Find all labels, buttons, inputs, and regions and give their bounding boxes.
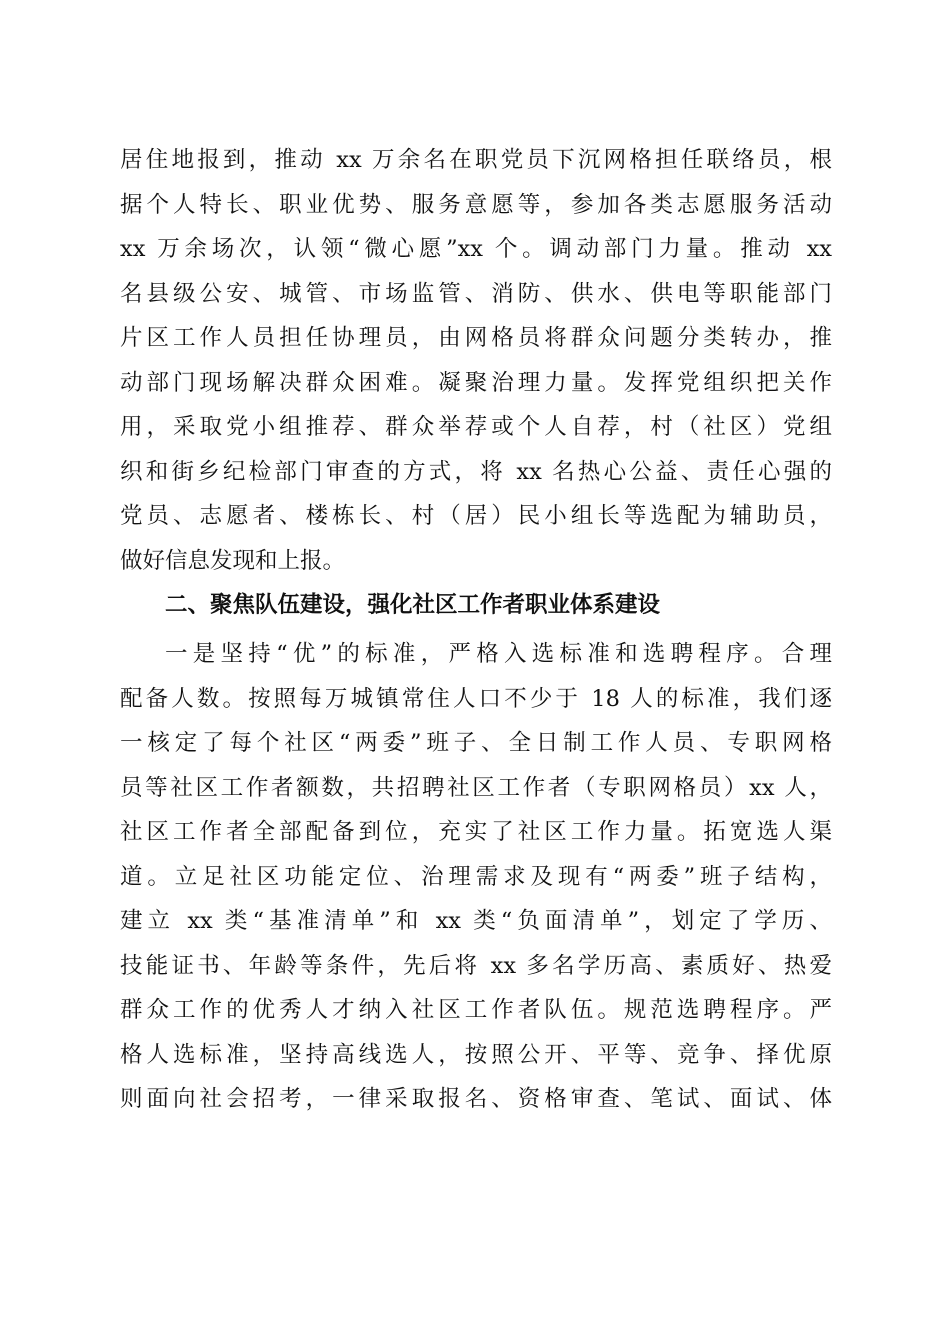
paragraph-2 xyxy=(120,632,832,1122)
paragraph-line: 做好信息发现和上报。 xyxy=(120,547,346,574)
paragraph-line: 党员、志愿者、楼栋长、村（居）民小组长等选配为辅助员， xyxy=(120,503,832,529)
paragraph-line: 一核定了每个社区“两委”班子、全日制工作人员、专职网格 xyxy=(120,730,832,756)
paragraph-line: xx 万余场次，认领“微心愿”xx 个。调动部门力量。推动 xx xyxy=(120,236,832,262)
paragraph-line: 员等社区工作者额数，共招聘社区工作者（专职网格员）xx 人， xyxy=(120,774,832,801)
paragraph-line: 配备人数。按照每万城镇常住人口不少于 18 人的标准，我们逐 xyxy=(120,685,832,712)
paragraph-line: 技能证书、年龄等条件，先后将 xx 多名学历高、素质好、热爱 xyxy=(120,952,832,979)
paragraph-line: 动部门现场解决群众困难。凝聚治理力量。发挥党组织把关作 xyxy=(120,369,832,396)
paragraph-line: 居住地报到，推动 xx 万余名在职党员下沉网格担任联络员，根 xyxy=(120,147,832,173)
paragraph-line: 道。立足社区功能定位、治理需求及现有“两委”班子结构， xyxy=(120,863,832,890)
paragraph-line: 织和街乡纪检部门审查的方式，将 xx 名热心公益、责任心强的 xyxy=(120,458,832,485)
paragraph-line: 名县级公安、城管、市场监管、消防、供水、供电等职能部门 xyxy=(120,280,832,307)
paragraph-line: 群众工作的优秀人才纳入社区工作者队伍。规范选聘程序。严 xyxy=(120,997,832,1023)
paragraph-line: 社区工作者全部配备到位，充实了社区工作力量。拓宽选人渠 xyxy=(120,819,832,845)
paragraph-line: 则面向社会招考，一律采取报名、资格审查、笔试、面试、体 xyxy=(120,1086,832,1112)
paragraph-line: 格人选标准，坚持高线选人，按照公开、平等、竞争、择优原 xyxy=(120,1041,832,1068)
paragraph-line: 片区工作人员担任协理员，由网格员将群众问题分类转办，推 xyxy=(120,325,832,351)
paragraph-1 xyxy=(120,138,832,583)
section-heading-block xyxy=(120,583,832,628)
paragraph-line: 一是坚持“优”的标准，严格入选标准和选聘程序。合理 xyxy=(165,641,832,667)
paragraph-line: 据个人特长、职业优势、服务意愿等，参加各类志愿服务活动 xyxy=(120,191,832,218)
section-heading: 二、聚焦队伍建设，强化社区工作者职业体系建设 xyxy=(165,592,661,618)
paragraph-line: 建立 xx 类“基准清单”和 xx 类“负面清单”，划定了学历、 xyxy=(120,908,832,934)
paragraph-line: 用，采取党小组推荐、群众举荐或个人自荐，村（社区）党组 xyxy=(120,414,832,440)
